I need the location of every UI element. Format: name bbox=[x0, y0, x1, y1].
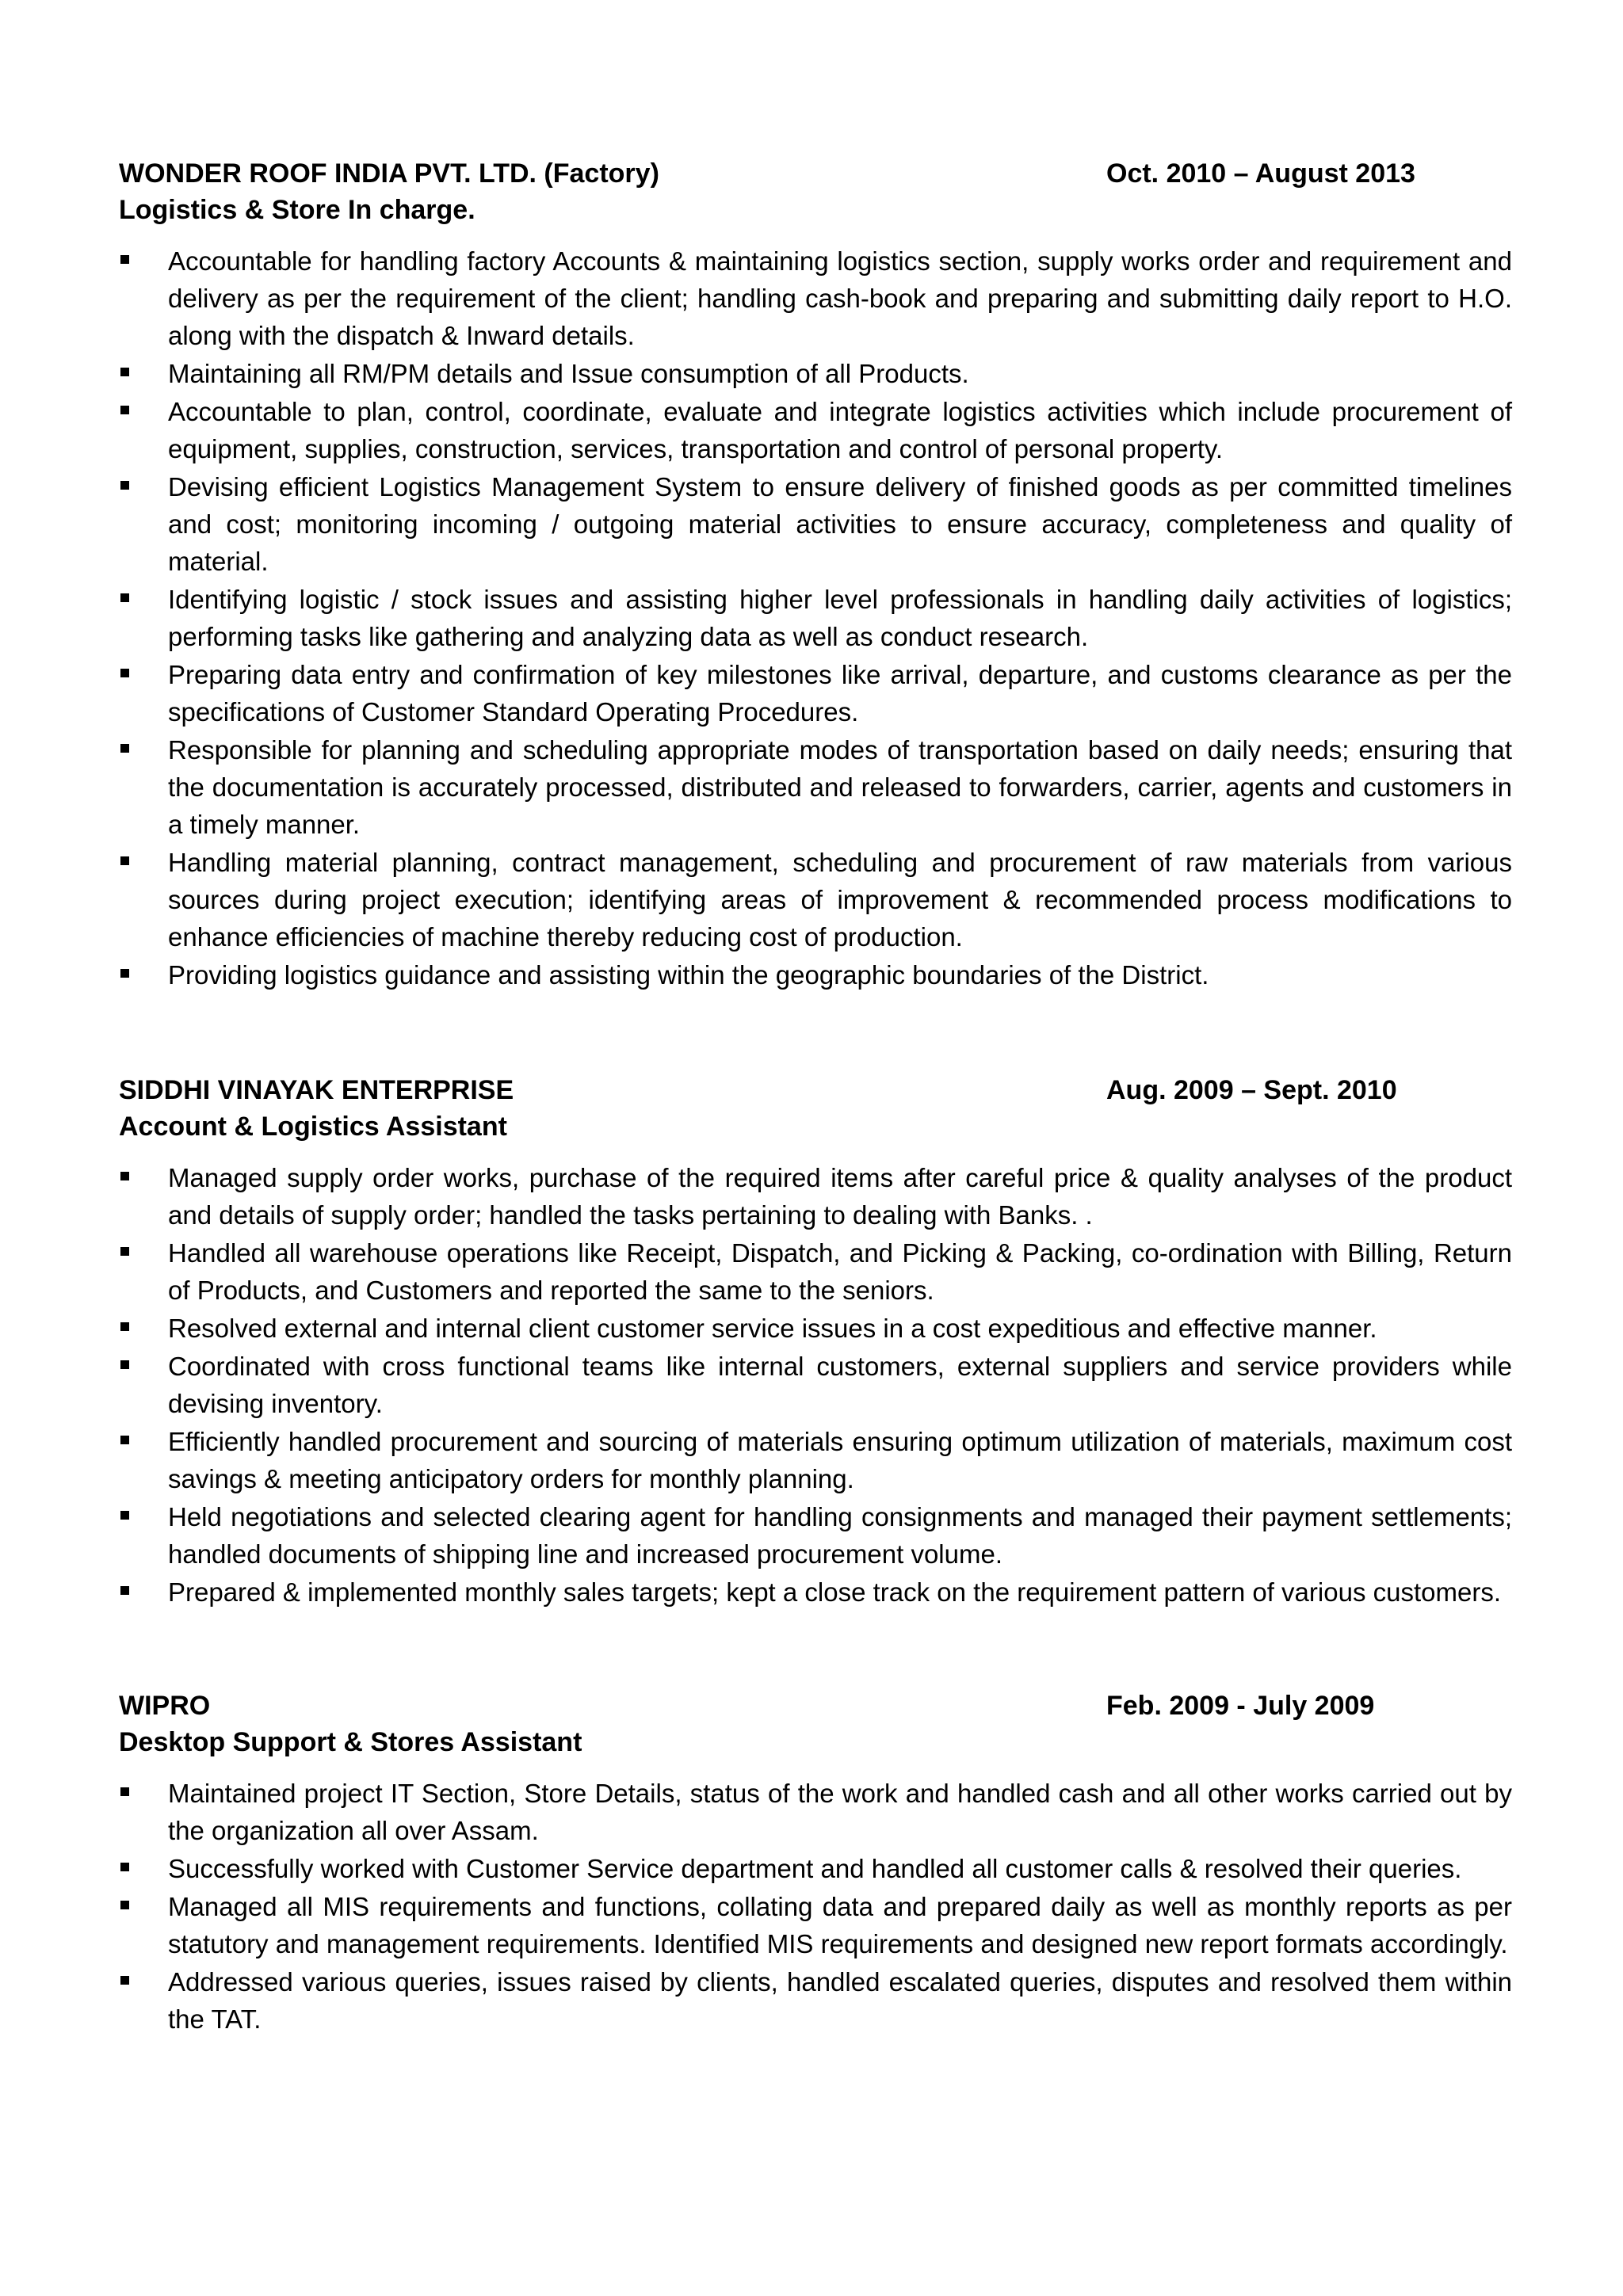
company-name: SIDDHI VINAYAK ENTERPRISE bbox=[119, 1075, 514, 1105]
list-item-text: Maintained project IT Section, Store Details, status of the work and handled cash and all other works carried out by the organization all over Assam. bbox=[168, 1779, 1512, 1845]
job-entry-wonder-roof bbox=[119, 155, 1512, 994]
list-item bbox=[119, 581, 1512, 655]
list-item-text: Accountable for handling factory Accounts & maintaining logistics section, supply works order and requirement and delivery as per the requirement of the client; handling cash-book and preparing and submitting daily report to H.O. along with the dispatch & Inward details. bbox=[168, 246, 1512, 350]
list-item-text: Identifying logistic / stock issues and assisting higher level professionals in handling daily activities of logistics; performing tasks like gathering and analyzing data as well as conduct research. bbox=[168, 585, 1512, 651]
list-item-text: Handled all warehouse operations like Receipt, Dispatch, and Picking & Packing, co-ordination with Billing, Return of Products, and Customers and reported the same to the seniors. bbox=[168, 1238, 1512, 1305]
list-item-text: Successfully worked with Customer Service department and handled all customer calls & resolved their queries. bbox=[168, 1854, 1462, 1883]
list-item-text: Responsible for planning and scheduling appropriate modes of transportation based on daily needs; ensuring that the documentation is accurately processed, distributed and released to forwarders, carrier, agents and customers in a timely manner. bbox=[168, 735, 1512, 839]
square-bullet-icon bbox=[120, 1586, 129, 1595]
list-item-text: Managed all MIS requirements and functions, collating data and prepared daily as well as monthly reports as per statutory and management requirements. Identified MIS requirements and designed new report formats accordingly. bbox=[168, 1892, 1512, 1958]
square-bullet-icon bbox=[120, 1511, 129, 1520]
employment-dates: Oct. 2010 – August 2013 bbox=[1106, 158, 1415, 189]
job-header bbox=[119, 1688, 1512, 1724]
list-item-text: Devising efficient Logistics Management System to ensure delivery of finished goods as per committed timelines and cost; monitoring incoming / outgoing material activities to ensure accuracy, completeness and quality of material. bbox=[168, 472, 1512, 576]
list-item-text: Maintaining all RM/PM details and Issue consumption of all Products. bbox=[168, 359, 969, 388]
list-item bbox=[119, 1573, 1512, 1611]
square-bullet-icon bbox=[120, 593, 129, 602]
list-item-text: Managed supply order works, purchase of the required items after careful price & quality analyses of the product and details of supply order; handled the tasks pertaining to dealing with Banks. . bbox=[168, 1163, 1512, 1230]
list-item bbox=[119, 844, 1512, 955]
list-item bbox=[119, 355, 1512, 392]
responsibilities-list bbox=[119, 242, 1512, 994]
square-bullet-icon bbox=[120, 255, 129, 264]
list-item bbox=[119, 1850, 1512, 1887]
square-bullet-icon bbox=[120, 406, 129, 414]
square-bullet-icon bbox=[120, 744, 129, 753]
list-item-text: Addressed various queries, issues raised by clients, handled escalated queries, disputes and resolved them within the TAT. bbox=[168, 1967, 1512, 2034]
company-name: WONDER ROOF INDIA PVT. LTD. (Factory) bbox=[119, 158, 659, 189]
responsibilities-list bbox=[119, 1159, 1512, 1611]
square-bullet-icon bbox=[120, 481, 129, 490]
square-bullet-icon bbox=[120, 1436, 129, 1444]
square-bullet-icon bbox=[120, 1901, 129, 1909]
square-bullet-icon bbox=[120, 856, 129, 865]
list-item-text: Preparing data entry and confirmation of key milestones like arrival, departure, and customs clearance as per the specifications of Customer Standard Operating Procedures. bbox=[168, 660, 1512, 727]
square-bullet-icon bbox=[120, 1863, 129, 1871]
list-item-text: Providing logistics guidance and assisting within the geographic boundaries of the District. bbox=[168, 960, 1209, 990]
square-bullet-icon bbox=[120, 1322, 129, 1331]
list-item bbox=[119, 956, 1512, 994]
list-item bbox=[119, 1888, 1512, 1962]
list-item-text: Handling material planning, contract management, scheduling and procurement of raw materials from various sources during project execution; identifying areas of improvement & recommended process modifications to enhance efficiencies of machine thereby reducing cost of production. bbox=[168, 848, 1512, 952]
square-bullet-icon bbox=[120, 1787, 129, 1796]
square-bullet-icon bbox=[120, 1172, 129, 1180]
list-item bbox=[119, 1234, 1512, 1309]
square-bullet-icon bbox=[120, 669, 129, 677]
list-item-text: Resolved external and internal client customer service issues in a cost expeditious and effective manner. bbox=[168, 1314, 1377, 1343]
list-item-text: Coordinated with cross functional teams like internal customers, external suppliers and service providers while devising inventory. bbox=[168, 1352, 1512, 1418]
square-bullet-icon bbox=[120, 969, 129, 978]
job-title: Desktop Support & Stores Assistant bbox=[119, 1727, 582, 1757]
square-bullet-icon bbox=[120, 1976, 129, 1985]
job-entry-siddhi-vinayak bbox=[119, 1072, 1512, 1611]
job-title: Logistics & Store In charge. bbox=[119, 195, 475, 225]
company-name: WIPRO bbox=[119, 1691, 211, 1721]
list-item bbox=[119, 1159, 1512, 1234]
list-item bbox=[119, 656, 1512, 730]
list-item-text: Accountable to plan, control, coordinate, evaluate and integrate logistics activities which include procurement of equipment, supplies, construction, services, transportation and control of personal property. bbox=[168, 397, 1512, 463]
list-item bbox=[119, 242, 1512, 354]
job-header bbox=[119, 1072, 1512, 1108]
job-header bbox=[119, 155, 1512, 192]
list-item bbox=[119, 1310, 1512, 1347]
list-item bbox=[119, 731, 1512, 843]
job-entry-wipro bbox=[119, 1688, 1512, 2039]
square-bullet-icon bbox=[120, 1360, 129, 1369]
list-item bbox=[119, 1775, 1512, 1849]
list-item-text: Held negotiations and selected clearing agent for handling consignments and managed their payment settlements; handled documents of shipping line and increased procurement volume. bbox=[168, 1502, 1512, 1569]
responsibilities-list bbox=[119, 1775, 1512, 2038]
list-item-text: Efficiently handled procurement and sourcing of materials ensuring optimum utilization of materials, maximum cost savings & meeting anticipatory orders for monthly planning. bbox=[168, 1427, 1512, 1493]
list-item bbox=[119, 1963, 1512, 2038]
list-item bbox=[119, 393, 1512, 467]
list-item bbox=[119, 468, 1512, 580]
employment-dates: Feb. 2009 - July 2009 bbox=[1106, 1691, 1375, 1721]
list-item bbox=[119, 1423, 1512, 1497]
square-bullet-icon bbox=[120, 1247, 129, 1256]
list-item bbox=[119, 1348, 1512, 1422]
list-item-text: Prepared & implemented monthly sales targets; kept a close track on the requirement pattern of various customers. bbox=[168, 1577, 1501, 1607]
job-title: Account & Logistics Assistant bbox=[119, 1112, 507, 1142]
square-bullet-icon bbox=[120, 368, 129, 376]
list-item bbox=[119, 1498, 1512, 1573]
employment-dates: Aug. 2009 – Sept. 2010 bbox=[1106, 1075, 1397, 1105]
